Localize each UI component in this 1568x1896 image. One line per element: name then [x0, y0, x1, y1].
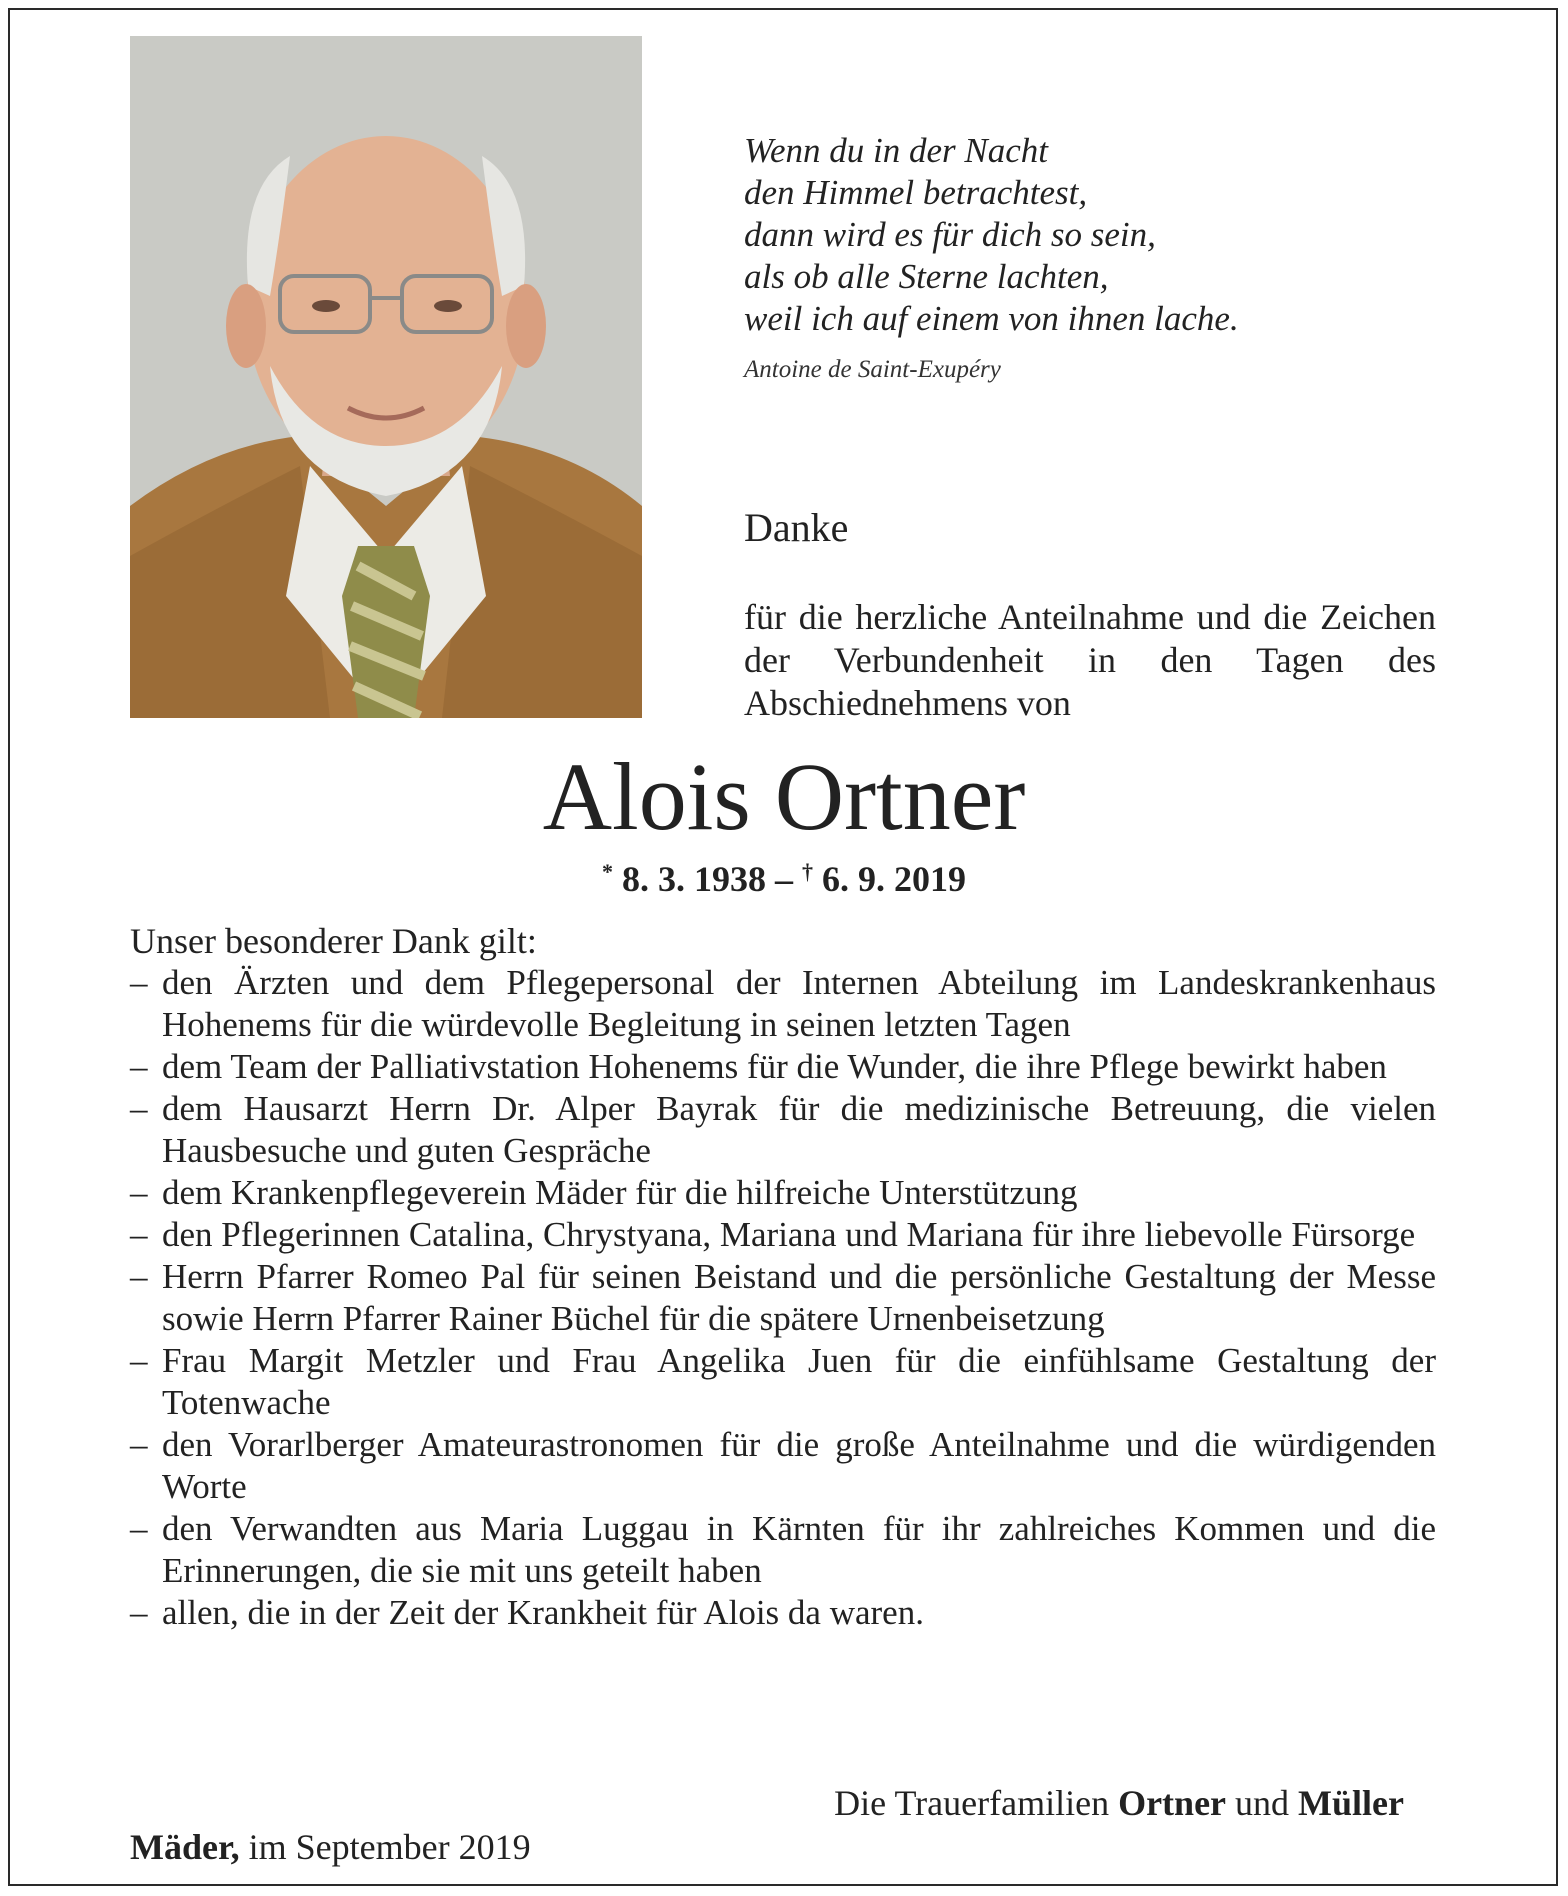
list-dash: – [130, 963, 148, 1002]
list-item-text: den Verwandten aus Maria Luggau in Kärnten für ihr zahlreiches Kommen und die Erinnerungen, die sie mit uns geteilt haben [162, 1509, 1436, 1590]
list-dash: – [130, 1173, 148, 1212]
list-dash: – [130, 1593, 148, 1632]
quote-line: den Himmel betrachtest, [744, 173, 1088, 212]
place-date-text: im September 2019 [248, 1827, 531, 1867]
quote-line: Wenn du in der Nacht [744, 131, 1048, 170]
acknowledgements-intro: Unser besonderer Dank gilt: [130, 921, 537, 961]
place-town: Mäder, [130, 1827, 240, 1867]
list-item-text: den Vorarlberger Amateurastronomen für die große Anteilnahme und die würdigenden Worte [162, 1425, 1436, 1506]
list-item-text: Frau Margit Metzler und Frau Angelika Juen für die einfühlsame Gestaltung der Totenwache [162, 1341, 1436, 1422]
deceased-name: Alois Ortner [542, 743, 1026, 850]
list-item-text: dem Team der Palliativstation Hohenems für die Wunder, die ihre Pflege bewirkt haben [162, 1047, 1387, 1086]
list-item [130, 962, 1436, 1046]
quote-author: Antoine de Saint-Exupéry [744, 356, 1001, 383]
list-item [130, 1340, 1436, 1424]
list-dash: – [130, 1425, 148, 1464]
quote-line: weil ich auf einem von ihnen lache. [744, 299, 1239, 338]
place-date [130, 1826, 531, 1868]
list-item-text: dem Hausarzt Herrn Dr. Alper Bayrak für die medizinische Betreuung, die vielen Hausbesuche und guten Gespräche [162, 1089, 1436, 1170]
quote-line: als ob alle Sterne lachten, [744, 257, 1109, 296]
list-item [130, 1214, 1436, 1256]
list-item-text: Herrn Pfarrer Romeo Pal für seinen Beistand und die persönliche Gestaltung der Messe sowie Herrn Pfarrer Rainer Büchel für die spätere Urnenbeisetzung [162, 1257, 1436, 1338]
thanks-heading: Danke [744, 505, 849, 550]
family-name-mueller: Müller [1298, 1783, 1404, 1823]
list-item [130, 1088, 1436, 1172]
list-dash: – [130, 1509, 148, 1548]
quote-line: dann wird es für dich so sein, [744, 215, 1156, 254]
list-dash: – [130, 1089, 148, 1128]
list-dash: – [130, 1215, 148, 1254]
list-item [130, 1172, 1436, 1214]
list-dash: – [130, 1257, 148, 1296]
acknowledgements-list [130, 962, 1436, 1634]
list-item-text: dem Krankenpflegeverein Mäder für die hilfreiche Unterstützung [162, 1173, 1078, 1212]
quote [744, 130, 1504, 340]
thanks-body: für die herzliche Anteilnahme und die Zeichen der Verbundenheit in den Tagen des Abschiednehmens von [744, 597, 1436, 723]
date-separator: – [775, 859, 793, 899]
signature-conjunction: und [1235, 1783, 1290, 1823]
list-item-text: den Ärzten und dem Pflegepersonal der Internen Abteilung im Landeskrankenhaus Hohenems für die würdevolle Begleitung in seinen letzten Tagen [162, 963, 1436, 1044]
list-item [130, 1508, 1436, 1592]
life-dates [0, 858, 1568, 900]
portrait-photo [130, 36, 642, 718]
birth-symbol: * [602, 859, 613, 884]
list-dash: – [130, 1341, 148, 1380]
family-signature [834, 1782, 1404, 1824]
family-name-ortner: Ortner [1118, 1783, 1227, 1823]
death-date: 6. 9. 2019 [822, 859, 966, 899]
list-item-text: allen, die in der Zeit der Krankheit für Alois da waren. [162, 1593, 924, 1632]
list-item [130, 1592, 1436, 1634]
list-item-text: den Pflegerinnen Catalina, Chrystyana, Mariana und Mariana für ihre liebevolle Fürsorge [162, 1215, 1416, 1254]
list-item [130, 1046, 1436, 1088]
death-symbol: † [802, 859, 813, 884]
birth-date: 8. 3. 1938 [622, 859, 766, 899]
list-item [130, 1256, 1436, 1340]
signature-prefix: Die Trauerfamilien [834, 1783, 1110, 1823]
list-dash: – [130, 1047, 148, 1086]
list-item [130, 1424, 1436, 1508]
